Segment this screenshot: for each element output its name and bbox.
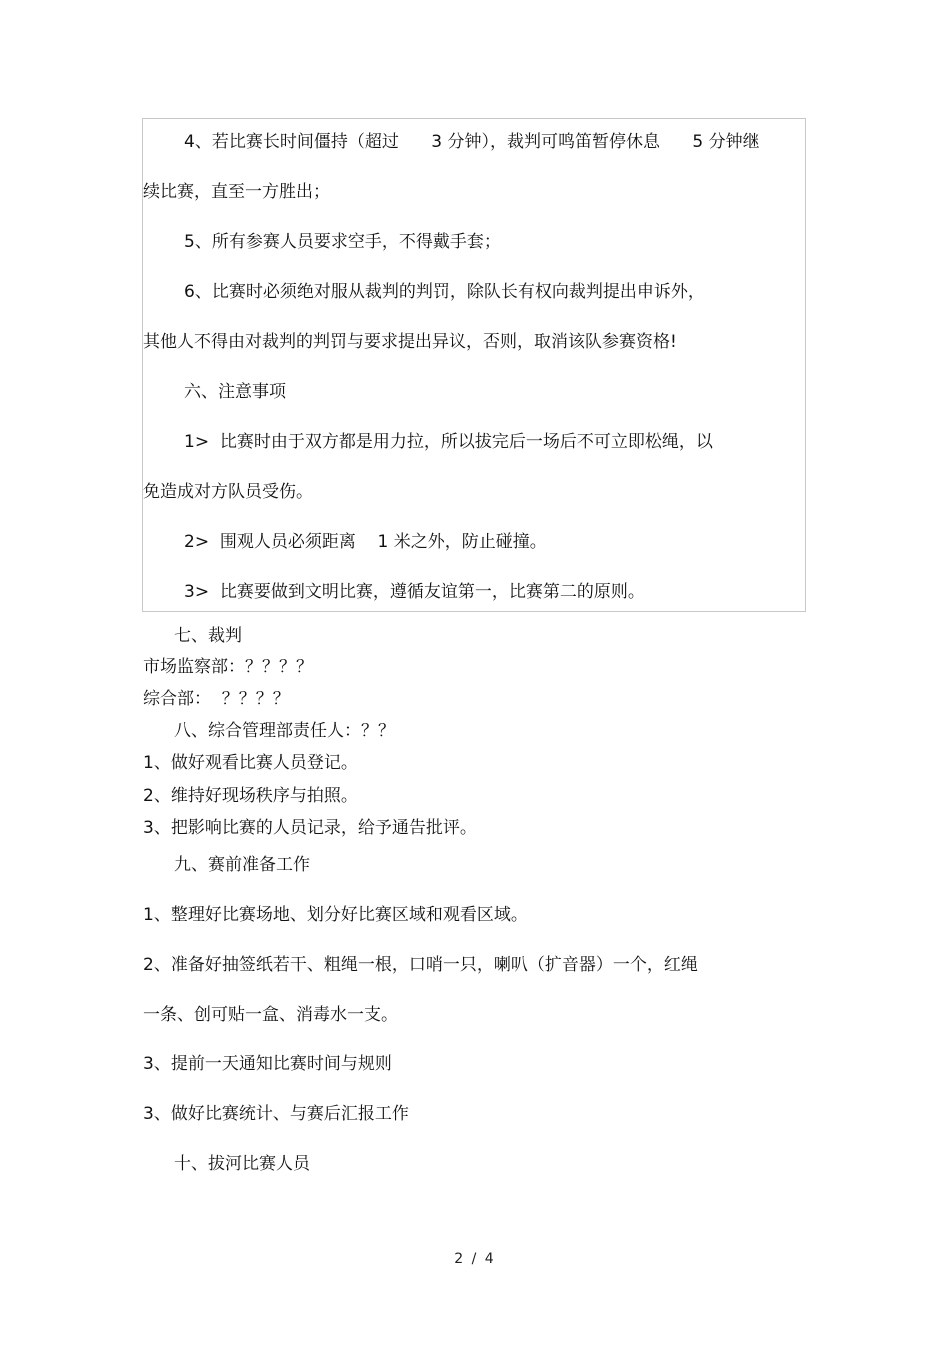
preparation-heading: 九、赛前准备工作: [174, 855, 310, 875]
prep-item-1: 1、整理好比赛场地、划分好比赛区域和观看区域。: [143, 905, 528, 925]
prep-item-4: 3、做好比赛统计、与赛后汇报工作: [143, 1104, 409, 1124]
prep-item-2-line-2: 一条、创可贴一盒、消毒水一支。: [143, 1005, 398, 1025]
rule-5: 5、所有参赛人员要求空手，不得戴手套；: [184, 232, 501, 252]
participants-heading: 十、拔河比赛人员: [174, 1154, 310, 1174]
referee-general: 综合部： ？？？？: [143, 689, 290, 709]
referee-heading: 七、裁判: [174, 626, 242, 646]
prep-item-2-line-1: 2、准备好抽签纸若干、粗绳一根，口哨一只，喇叭（扩音器）一个，红绳: [143, 955, 698, 975]
note-3: 3> 比赛要做到文明比赛，遵循友谊第一，比赛第二的原则。: [184, 582, 645, 602]
rule-6-line-2: 其他人不得由对裁判的判罚与要求提出异议，否则，取消该队参赛资格!: [143, 332, 677, 352]
management-heading: 八、综合管理部责任人：？？: [174, 721, 395, 741]
note-1-line-2: 免造成对方队员受伤。: [143, 482, 313, 502]
rule-4-line-2: 续比赛，直至一方胜出；: [143, 182, 330, 202]
rule-6-line-1: 6、比赛时必须绝对服从裁判的判罚，除队长有权向裁判提出申诉外，: [184, 282, 705, 302]
note-1-line-1: 1> 比赛时由于双方都是用力拉，所以拔完后一场后不可立即松绳，以: [184, 432, 713, 452]
list-item: 3、把影响比赛的人员记录，给予通告批评。: [143, 818, 477, 838]
prep-item-3: 3、提前一天通知比赛时间与规则: [143, 1054, 392, 1074]
rule-4-line-1: 4、若比赛长时间僵持（超过 3 分钟），裁判可鸣笛暂停休息 5 分钟继: [184, 132, 760, 152]
page-number: 2 / 4: [454, 1251, 496, 1267]
list-item: 2、维持好现场秩序与拍照。: [143, 786, 358, 806]
notes-heading: 六、注意事项: [184, 382, 286, 402]
referee-market: 市场监察部：？？？？: [143, 657, 313, 677]
list-item: 1、做好观看比赛人员登记。: [143, 753, 358, 773]
note-2: 2> 围观人员必须距离 1 米之外，防止碰撞。: [184, 532, 547, 552]
